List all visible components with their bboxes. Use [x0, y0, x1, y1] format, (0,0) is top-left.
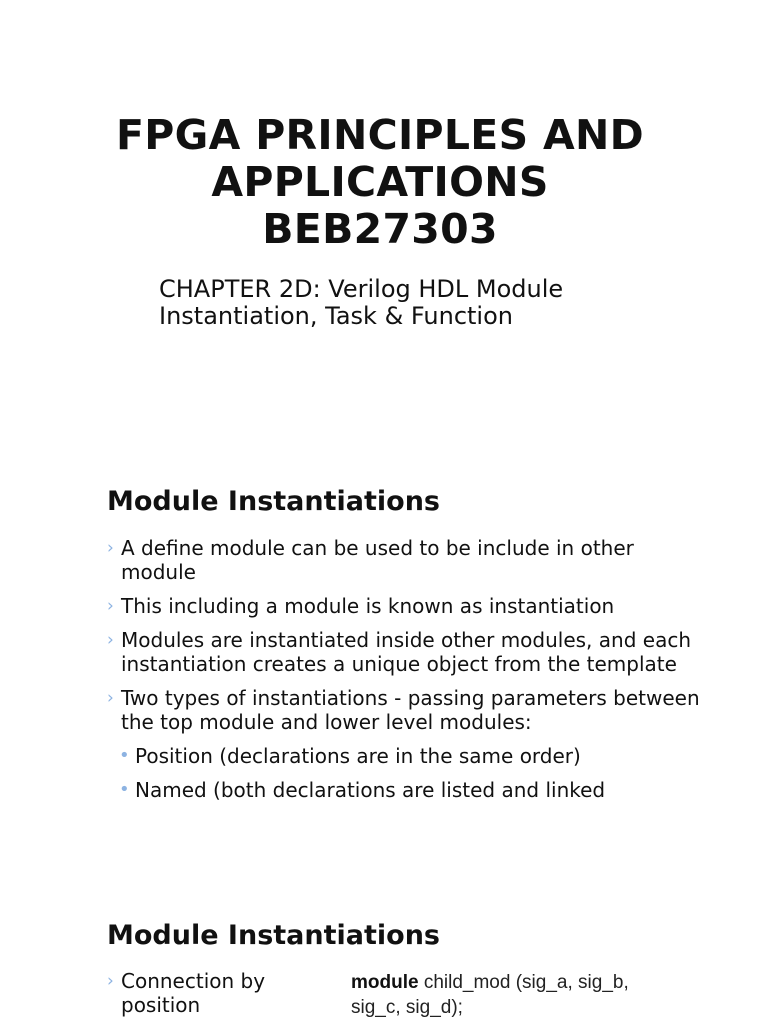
bullet-chevron-icon: ›: [107, 538, 114, 558]
bullet-dot-icon: •: [119, 779, 130, 800]
course-title-line-1: FPGA PRINCIPLES AND: [115, 111, 644, 159]
course-title: [60, 112, 700, 253]
section-title-module-instantiations-2: Module Instantiations: [107, 920, 441, 951]
bullet-list: [107, 536, 707, 812]
bullet-chevron-icon: ›: [107, 596, 114, 616]
sub-bullet-text: Position (declarations are in the same order): [135, 744, 581, 768]
bullet-item: [107, 536, 707, 584]
bullet-text: Modules are instantiated inside other modules, and each instantiation creates a unique object from the template: [121, 628, 691, 676]
sub-bullet-item: [107, 778, 707, 802]
bullet-item: [107, 628, 707, 676]
bullet-item: [107, 594, 707, 618]
section-title-module-instantiations: Module Instantiations: [107, 486, 441, 517]
bullet-item: [107, 969, 327, 1017]
course-title-line-2: APPLICATIONS: [211, 158, 549, 206]
sub-bullet-text: Named (both declarations are listed and linked: [135, 778, 606, 802]
bullet-text: This including a module is known as instantiation: [121, 594, 615, 618]
chapter-subtitle-line-1: CHAPTER 2D: Verilog HDL Module: [159, 275, 564, 303]
bullet-dot-icon: •: [119, 745, 130, 766]
code-line-1: [351, 970, 681, 995]
bullet-text: Two types of instantiations - passing parameters between the top module and lower level modules:: [121, 686, 700, 734]
code-snippet: [351, 970, 681, 1020]
bullet-text: Connection by position: [121, 969, 266, 1017]
code-line-1-text: child_mod (sig_a, sig_b,: [418, 972, 629, 993]
bullet-text: A define module can be used to be include in other module: [121, 536, 634, 584]
bullet-chevron-icon: ›: [107, 971, 114, 991]
chapter-subtitle-line-2: Instantiation, Task & Function: [159, 302, 513, 330]
chapter-subtitle: [159, 276, 719, 330]
code-keyword: module: [351, 972, 419, 993]
bullet-chevron-icon: ›: [107, 630, 114, 650]
bullet-chevron-icon: ›: [107, 688, 114, 708]
bullet-item: [107, 686, 707, 734]
course-title-line-3: BEB27303: [262, 205, 498, 253]
code-line-2: sig_c, sig_d);: [351, 997, 463, 1018]
sub-bullet-item: [107, 744, 707, 768]
